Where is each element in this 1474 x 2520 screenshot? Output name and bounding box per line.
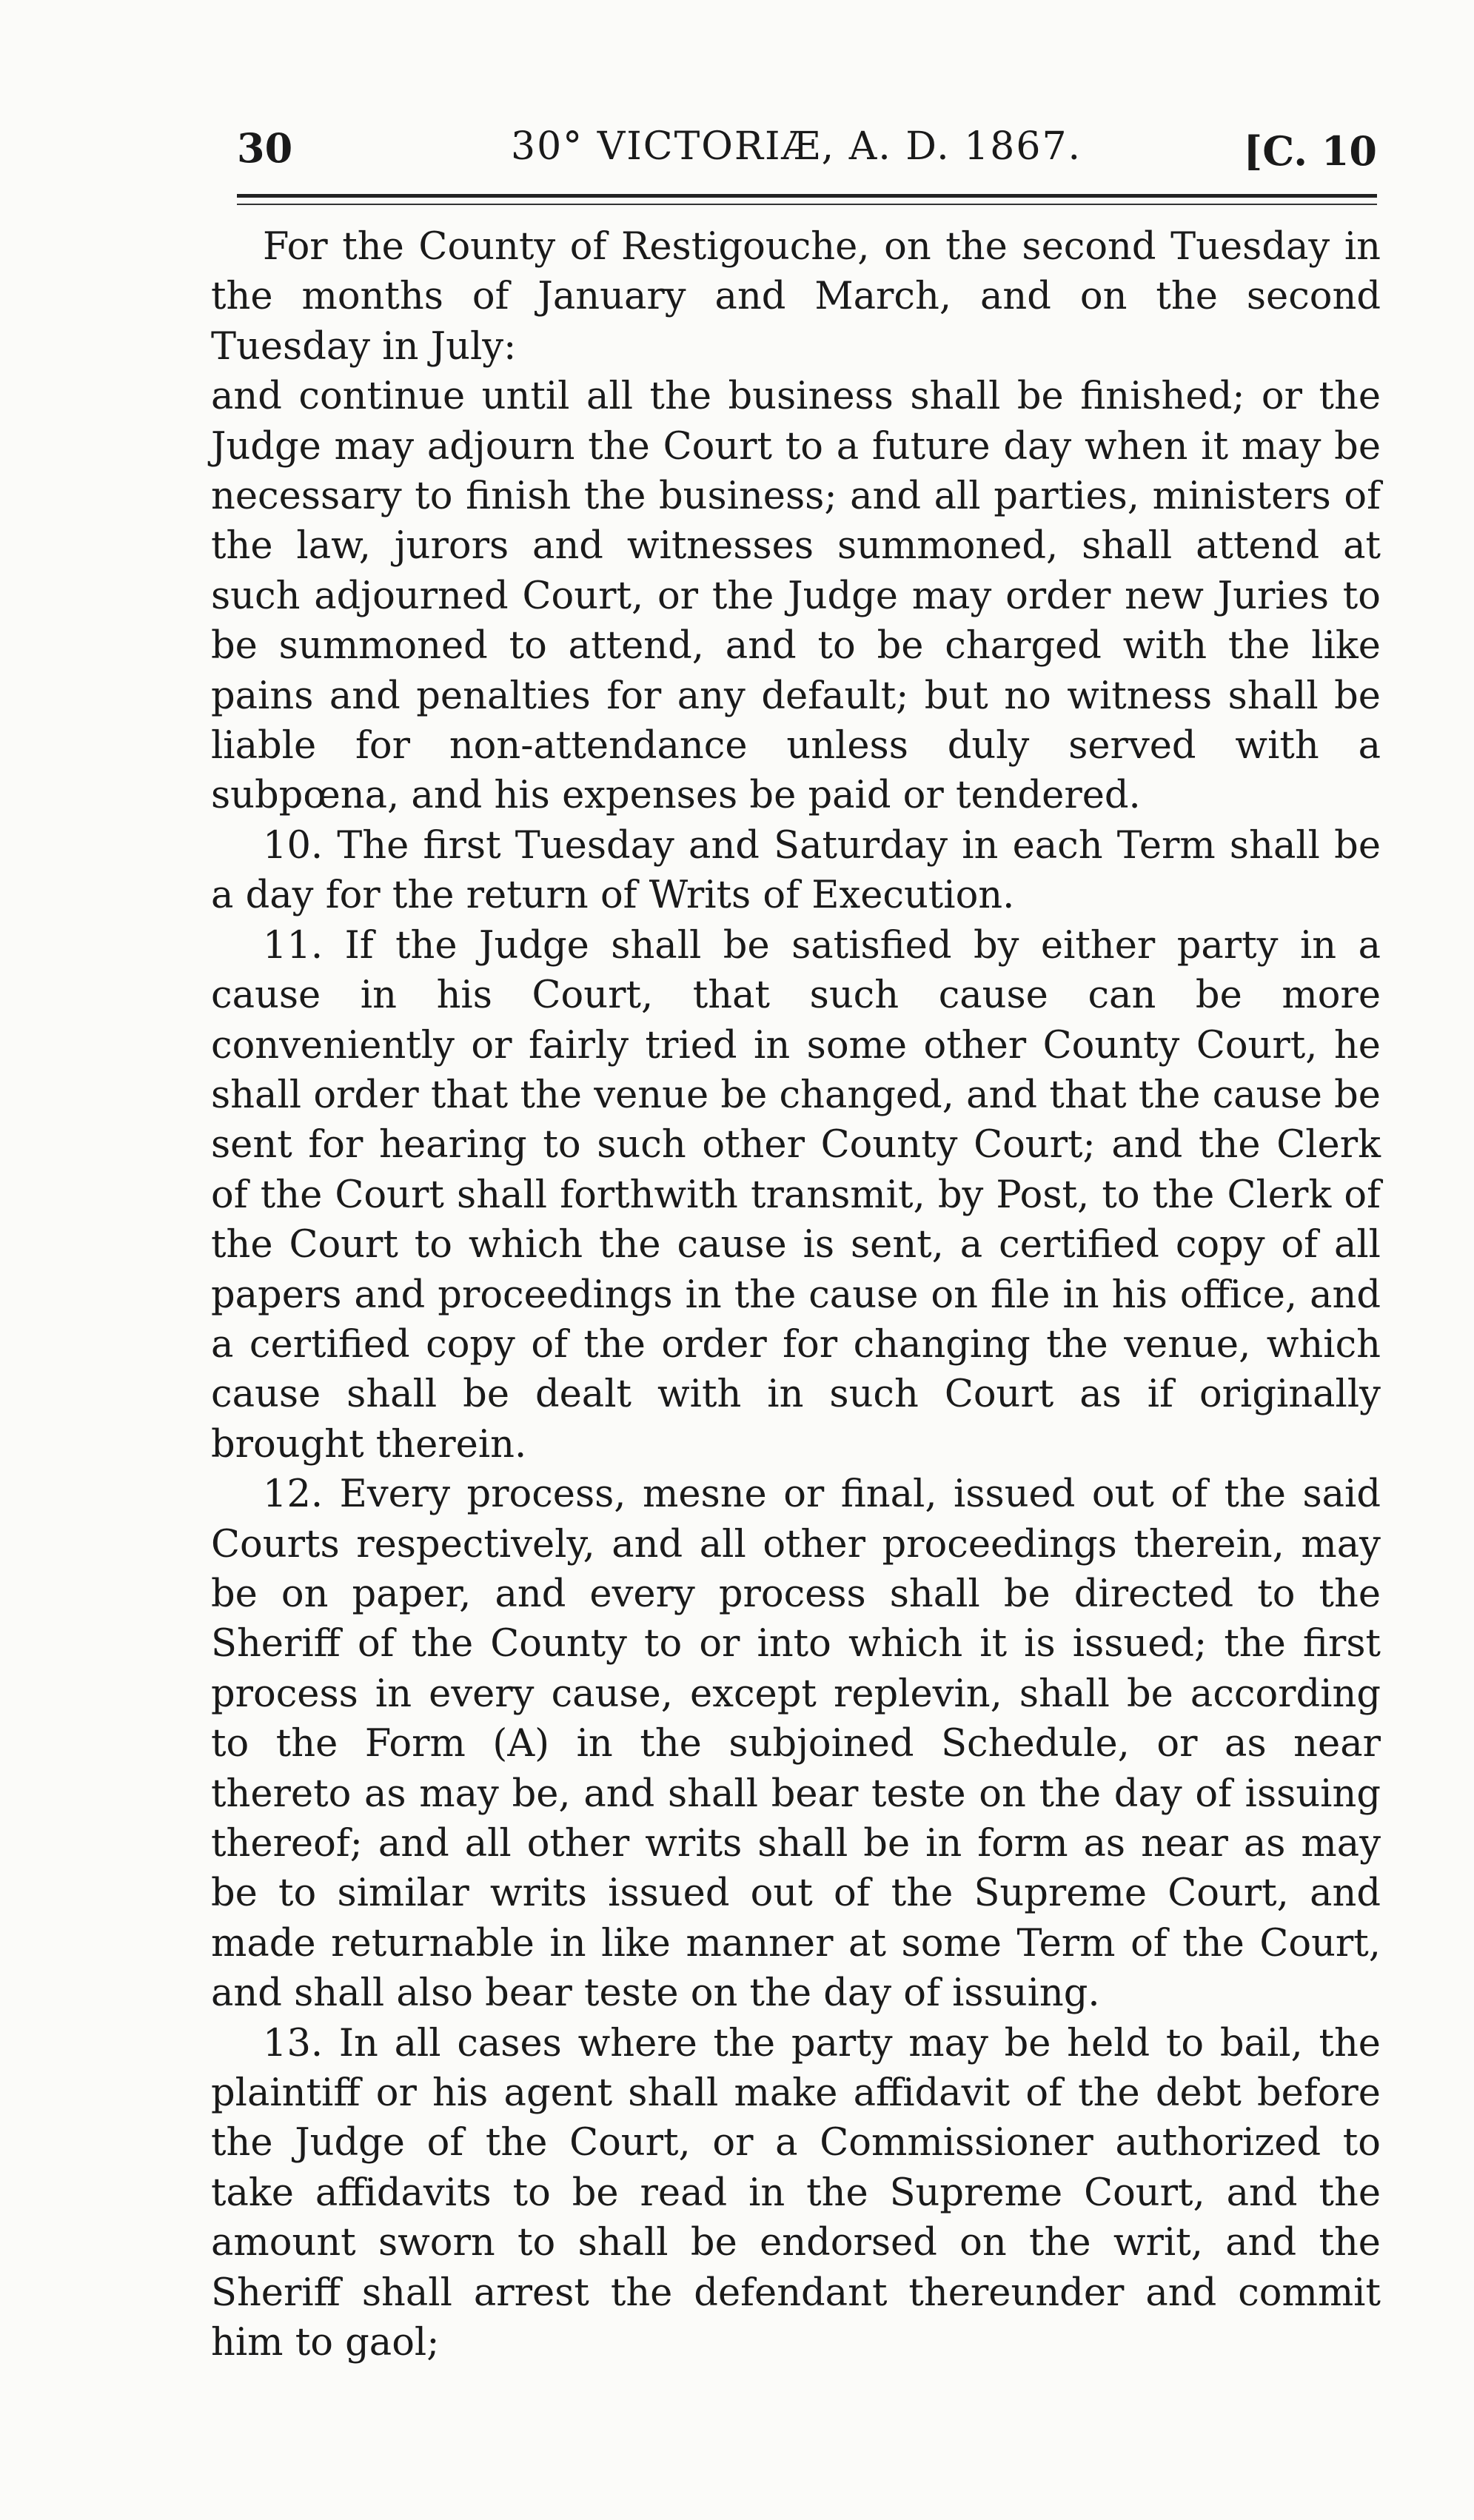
- paragraph-continuation: and continue until all the business shall be finished; or the Judge may adjourn the Court to a future day when it may be necessary to finish the business; and all parties, ministers of the law, jurors and witnesses summoned, shall attend at such adjourned Court, or the Judge may order new Juries to be summoned to attend, and to be charged with the like pains and penalties for any default; but no witness shall be liable for non-attendance unless duly served with a subpœna, and his expenses be paid or tendered.: [211, 375, 1381, 818]
- page-header: [237, 124, 1377, 184]
- paragraph-section-12: 12. Every process, mesne or final, issued out of the said Courts respectively, and all other proceedings therein, may be on paper, and every process shall be directed to the Sheriff of the County to or into which it is issued; the first process in every cause, except replevin, shall be according to the Form (A) in the subjoined Schedule, or as near thereto as may be, and shall bear teste on the day of issuing thereof; and all other writs shall be in form as near as may be to similar writs issued out of the Supreme Court, and made returnable in like manner at some Term of the Court, and shall also bear teste on the day of issuing.: [211, 1472, 1381, 2016]
- header-rule-thin: [237, 204, 1377, 205]
- running-title: 30° VICTORIÆ, A. D. 1867.: [511, 124, 1082, 169]
- paragraph-restigouche: For the County of Restigouche, on the second Tuesday in the months of January and March, and on the second Tuesday in July:: [211, 225, 1381, 369]
- header-rule-thick: [237, 194, 1377, 198]
- paragraph-section-11: 11. If the Judge shall be satisfied by either party in a cause in his Court, that such cause can be more conveniently or fairly tried in some other County Court, he shall order that the venue be changed, and that the cause be sent for hearing to such other County Court; and the Clerk of the Court shall forthwith transmit, by Post, to the Clerk of the Court to which the cause is sent, a certified copy of all papers and proceedings in the cause on file in his office, and a certified copy of the order for changing the venue, which cause shall be dealt with in such Court as if originally brought therein.: [211, 923, 1381, 1467]
- paragraph-section-10: 10. The first Tuesday and Saturday in each Term shall be a day for the return of Writs of Execution.: [211, 823, 1381, 918]
- chapter-reference: [C. 10: [1243, 127, 1377, 175]
- page-number: 30: [237, 124, 293, 172]
- paragraph-section-13: 13. In all cases where the party may be held to bail, the plaintiff or his agent shall make affidavit of the debt before the Judge of the Court, or a Commissioner authorized to take affidavits to be read in the Supreme Court, and the amount sworn to shall be endorsed on the writ, and the Sheriff shall arrest the defendant thereunder and commit him to gaol;: [211, 2021, 1381, 2365]
- document-body: [211, 222, 1381, 2443]
